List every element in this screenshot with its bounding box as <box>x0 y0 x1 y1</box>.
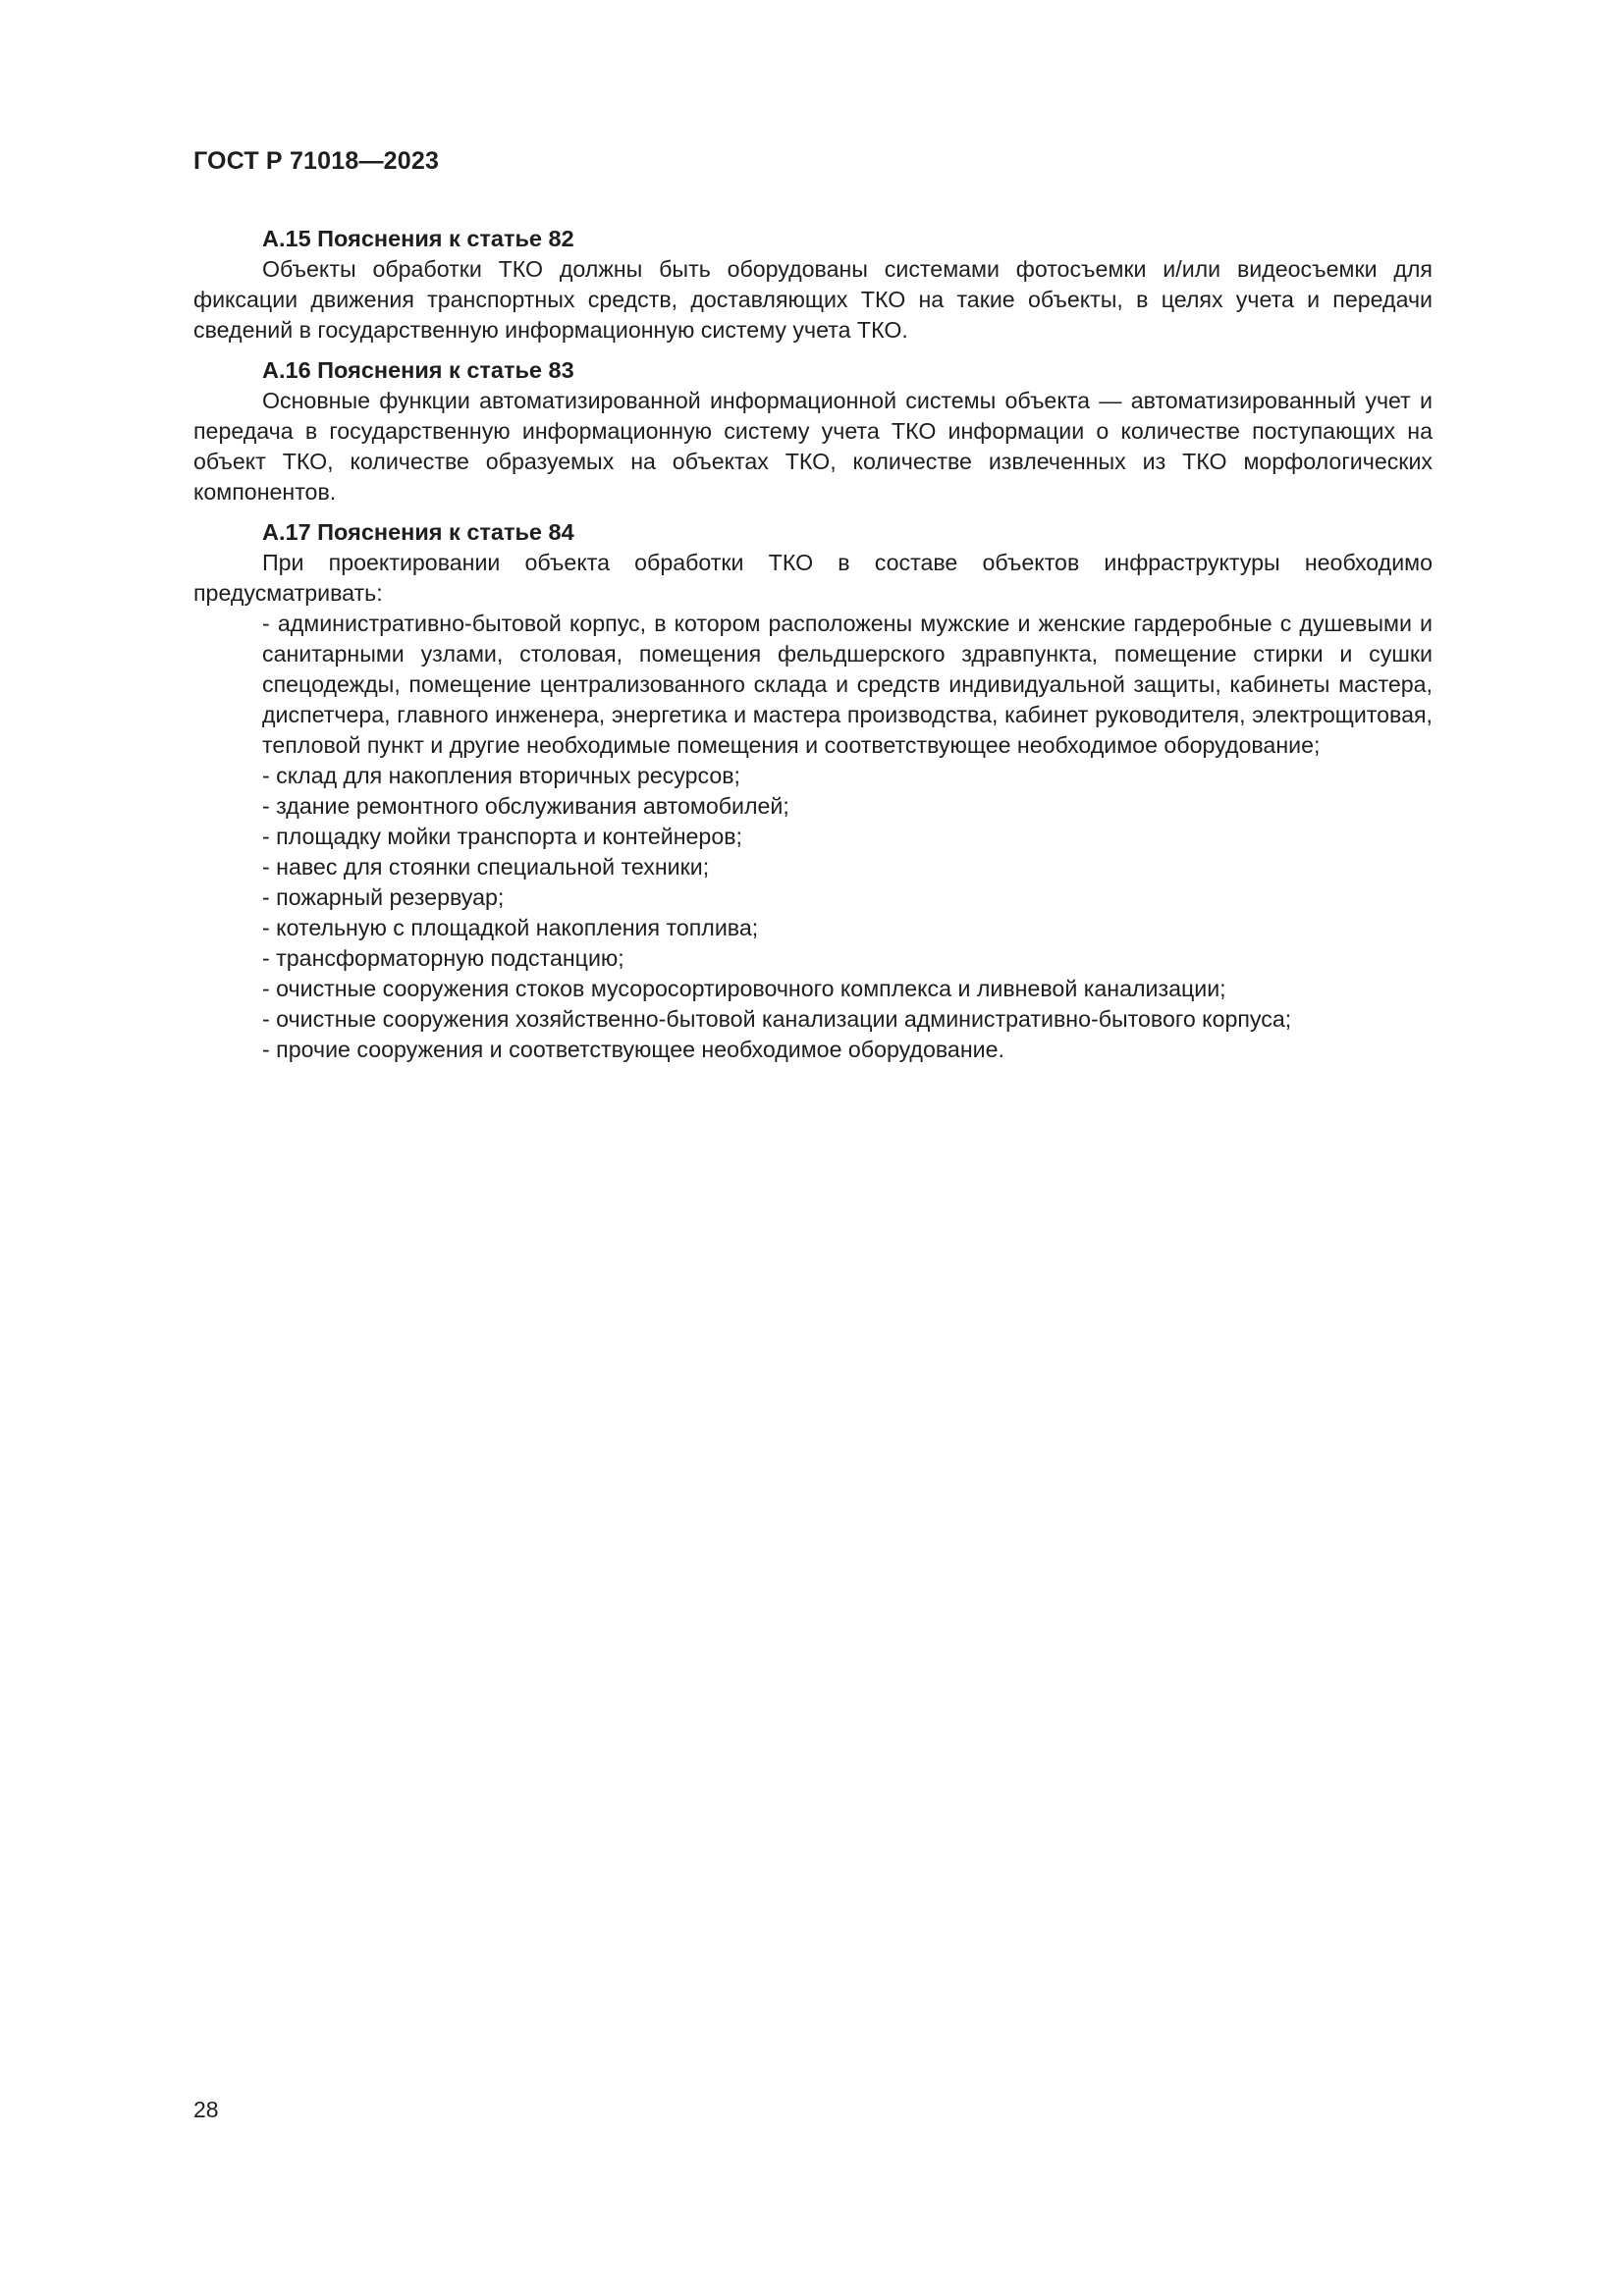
section-paragraph: Объекты обработки ТКО должны быть оборудованы системами фотосъемки и/или видеосъемки для фиксации движения транспортных средств, доставляющих ТКО на такие объекты, в целях учета и передачи сведений в государственную информационную систему учета ТКО. <box>193 256 1433 343</box>
section-paragraph: При проектировании объекта обработки ТКО в составе объектов инфраструктуры необходимо предусматривать: <box>193 550 1433 606</box>
list-item: - здание ремонтного обслуживания автомобилей; <box>262 793 789 819</box>
page-number: 28 <box>193 2097 219 2122</box>
list-item: - пожарный резервуар; <box>262 884 505 910</box>
section-a16 <box>193 355 1433 507</box>
section-a15 <box>193 224 1433 346</box>
list-item: - навес для стоянки специальной техники; <box>262 854 710 880</box>
section-a17 <box>193 517 1433 1065</box>
list-item: - административно-бытовой корпус, в котором расположены мужские и женские гардеробные с душевыми и санитарными узлами, столовая, помещения фельдшерского здравпункта, помещение стирки и сушки спецодежды, помещение централизованного склада и средств индивидуальной защиты, кабинеты мастера, диспетчера, главного инженера, энергетика и мастера производства, кабинет руководителя, электрощитовая, тепловой пункт и другие необходимые помещения и соответствующее необходимое оборудование; <box>262 611 1433 758</box>
list-item: - трансформаторную подстанцию; <box>262 945 624 971</box>
list-item: - площадку мойки транспорта и контейнеров; <box>262 824 742 849</box>
list-item: - склад для накопления вторичных ресурсов; <box>262 763 740 788</box>
section-title: А.17 Пояснения к статье 84 <box>262 519 574 545</box>
section-paragraph: Основные функции автоматизированной информационной системы объекта — автоматизированный учет и передача в государственную информационную систему учета ТКО информации о количестве поступающих на объект ТКО, количестве образуемых на объектах ТКО, количестве извлеченных из ТКО морфологических компонентов. <box>193 388 1433 505</box>
section-title: А.16 Пояснения к статье 83 <box>262 357 574 383</box>
requirements-list <box>193 609 1433 1065</box>
list-item: - очистные сооружения хозяйственно-бытовой канализации административно-бытового корпуса; <box>262 1006 1292 1032</box>
document-id-header: ГОСТ Р 71018—2023 <box>193 147 440 175</box>
list-item: - котельную с площадкой накопления топлива; <box>262 915 759 940</box>
section-title: А.15 Пояснения к статье 82 <box>262 226 574 251</box>
list-item: - очистные сооружения стоков мусоросортировочного комплекса и ливневой канализации; <box>262 976 1226 1001</box>
page-content <box>193 224 1433 1075</box>
list-item: - прочие сооружения и соответствующее необходимое оборудование. <box>262 1037 1004 1062</box>
